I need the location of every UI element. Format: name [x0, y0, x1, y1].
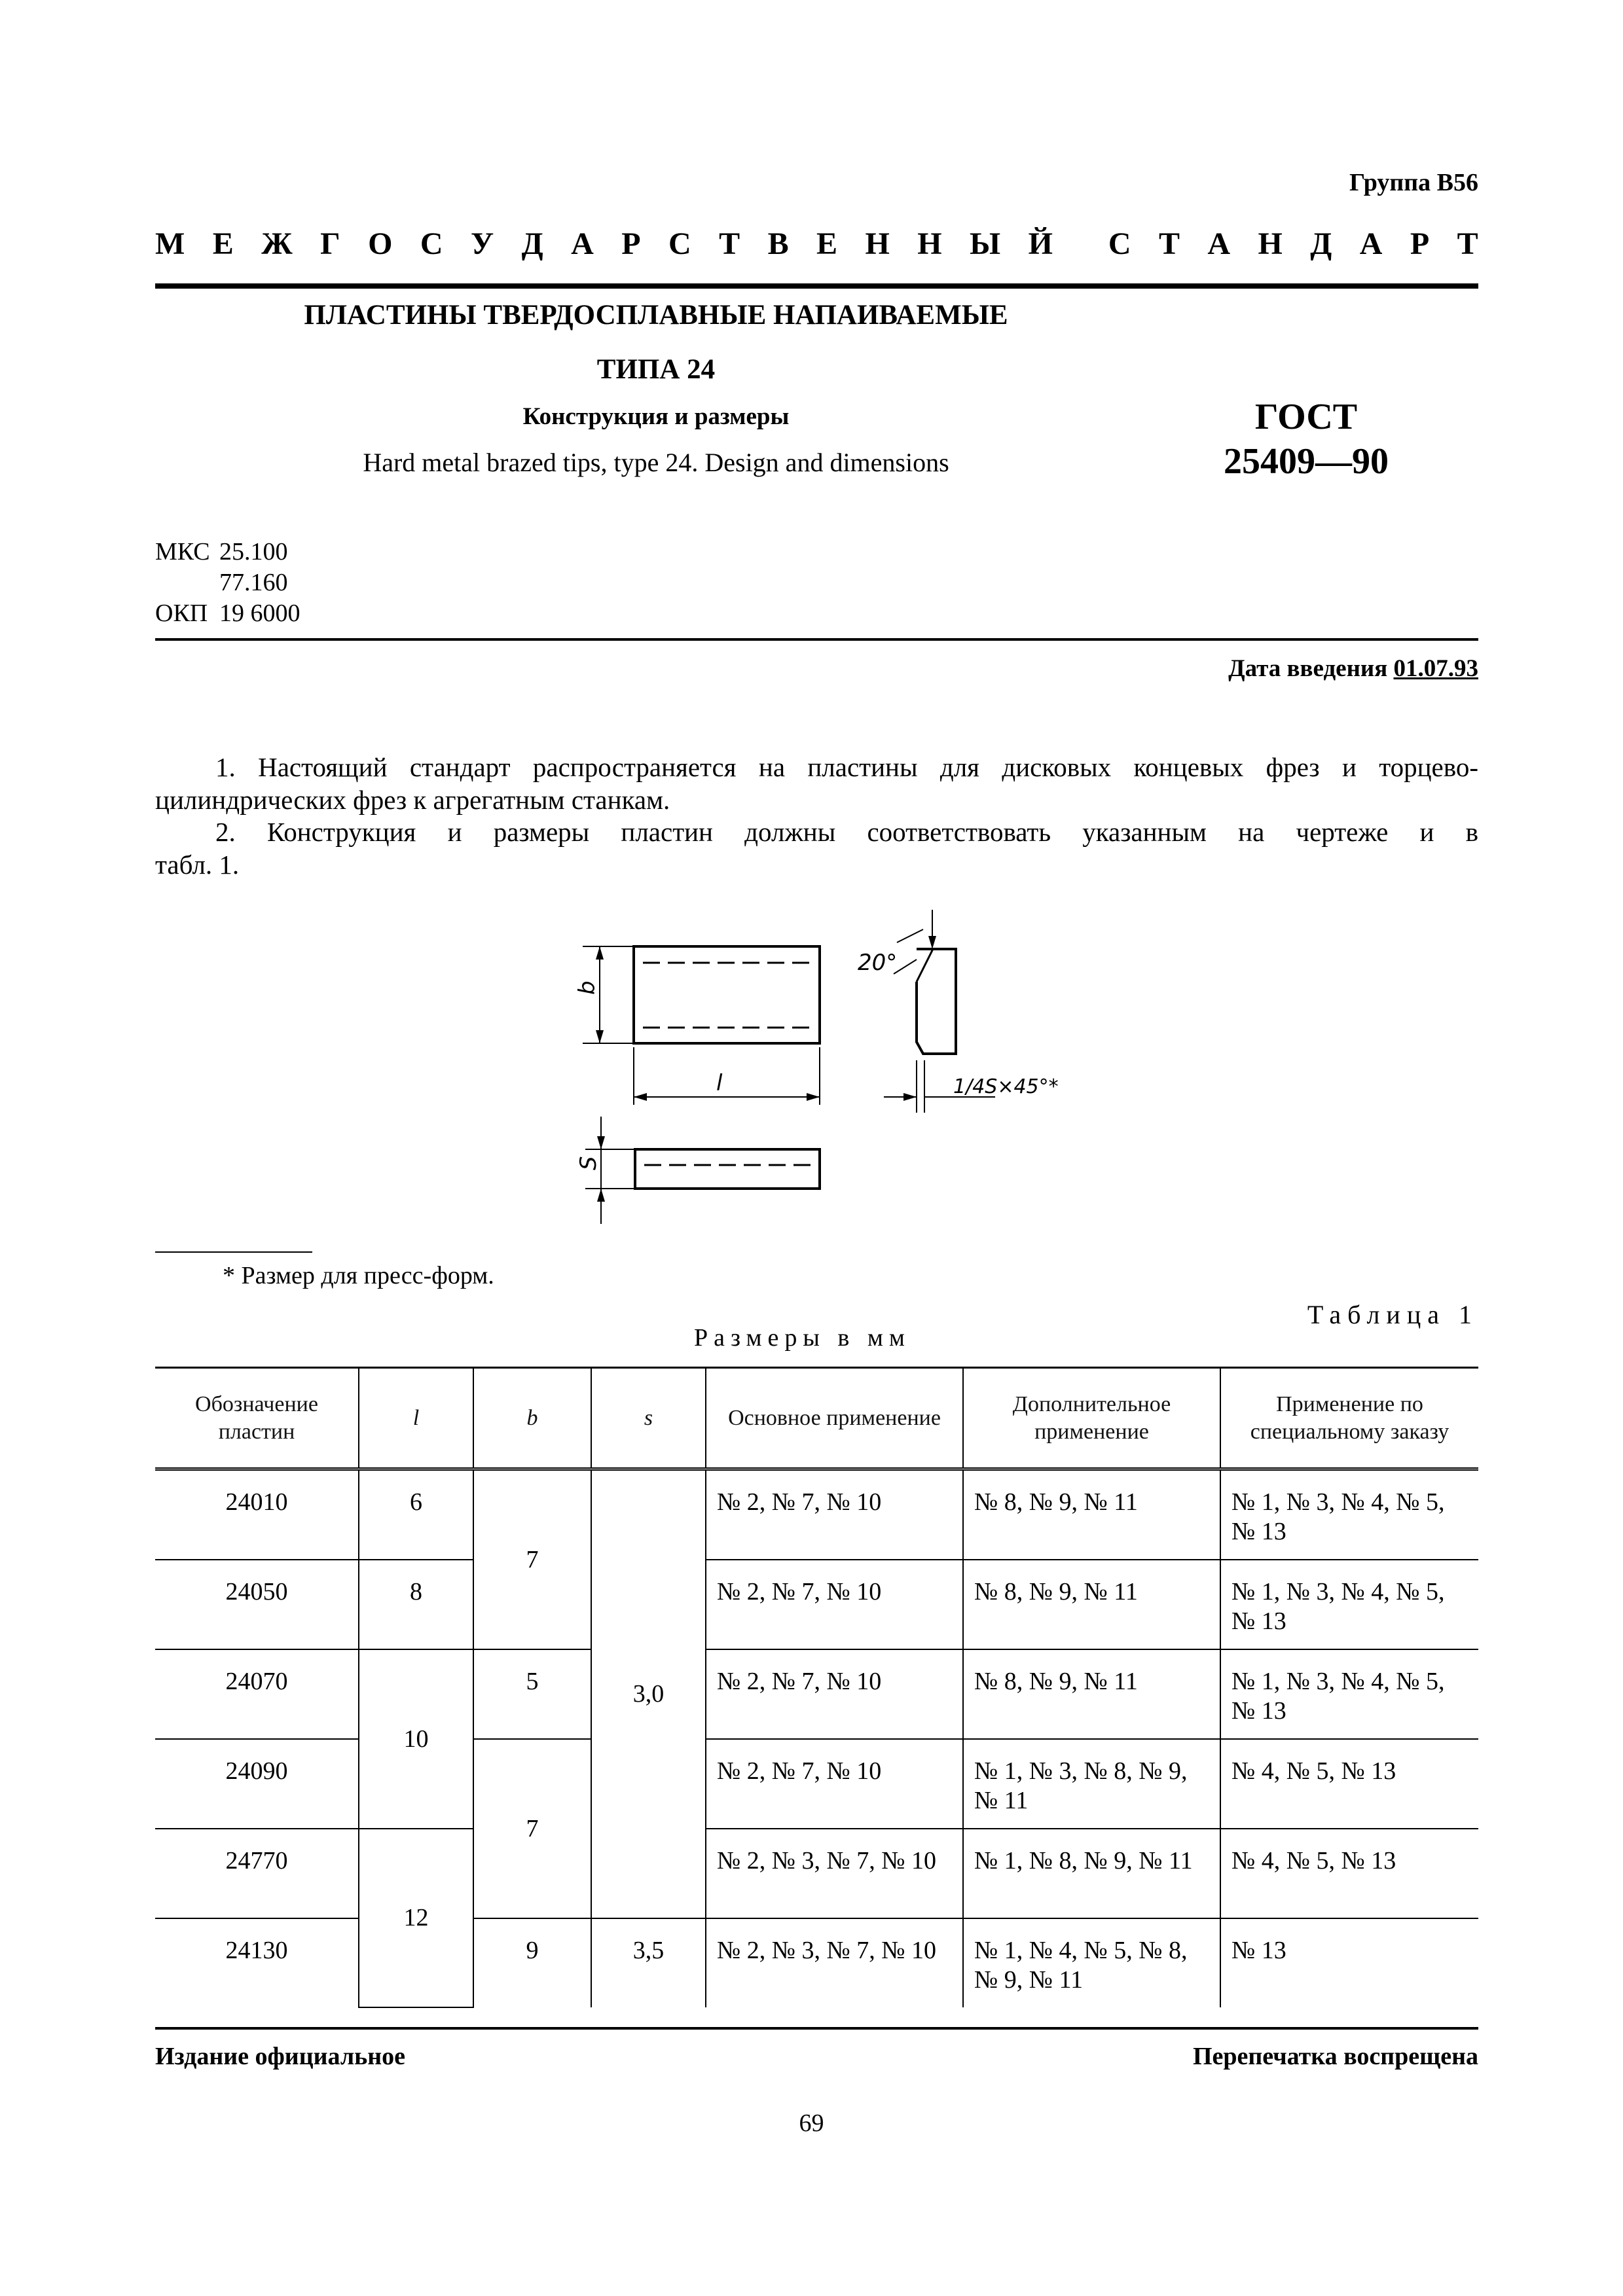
heading-letter: Р: [621, 226, 641, 261]
arrow: [928, 936, 936, 949]
cell-additional-use: № 1, № 8, № 9, № 11: [963, 1829, 1220, 1918]
table-row: [155, 1829, 1478, 1918]
code-value: 77.160: [219, 569, 288, 596]
document-title-line2: ТИПА 24: [596, 354, 716, 385]
heading-letter: Г: [320, 226, 340, 261]
paragraph-1: [155, 751, 1478, 816]
footer-rule: [155, 2027, 1478, 2030]
code-row: [155, 598, 301, 629]
arrow: [903, 1093, 917, 1101]
interstate-standard-heading: [155, 226, 1478, 262]
gost-label: ГОСТ: [1254, 397, 1358, 437]
table-row: [155, 1560, 1478, 1649]
footnote: * Размер для пресс-форм.: [223, 1262, 494, 1289]
intro-date-value: 01.07.93: [1393, 655, 1478, 682]
cell-special-order: № 1, № 3, № 4, № 5, № 13: [1220, 1560, 1478, 1649]
rake-face: [917, 949, 933, 982]
heading-letter: О: [368, 226, 393, 261]
gost-number: 25409—90: [1224, 441, 1389, 482]
chamfer-label: 1/4S×45°*: [953, 1075, 1059, 1098]
heading-letter: Т: [1158, 226, 1180, 261]
cell-additional-use: № 8, № 9, № 11: [963, 1469, 1220, 1560]
cell-special-order: № 1, № 3, № 4, № 5, № 13: [1220, 1649, 1478, 1739]
code-label: ОКП: [155, 600, 208, 627]
cell-l: 10: [359, 1649, 473, 1829]
heading-letter: Е: [212, 226, 234, 261]
heading-letter: Т: [719, 226, 740, 261]
table-caption: Таблица 1: [1307, 1300, 1478, 1329]
cell-main-use: № 2, № 7, № 10: [706, 1649, 963, 1739]
table-row: [155, 1918, 1478, 2007]
heading-letter: Ы: [970, 226, 1001, 261]
footnote-rule: [155, 1251, 312, 1253]
heading-letter: Е: [816, 226, 838, 261]
code-label: МКС: [155, 538, 210, 565]
intro-date-label: Дата введения: [1228, 655, 1388, 682]
table-units: Размеры в мм: [694, 1324, 911, 1352]
cell-designation: 24070: [155, 1649, 359, 1739]
paragraph-2-line2: табл. 1.: [155, 850, 240, 880]
heading-letter: С: [1108, 226, 1131, 261]
paragraph-2-line1: 2. Конструкция и размеры пластин должны соответствовать указанным на чертеже и в: [215, 817, 1478, 847]
gost-number-block: [1198, 395, 1414, 484]
heading-letter: С: [420, 226, 443, 261]
cell-additional-use: № 1, № 4, № 5, № 8, № 9, № 11: [963, 1918, 1220, 2007]
cell-designation: 24130: [155, 1918, 359, 2007]
subtitle-russian: Конструкция и размеры: [522, 403, 790, 430]
cell-additional-use: № 1, № 3, № 8, № 9, № 11: [963, 1739, 1220, 1829]
arrow: [596, 1030, 604, 1043]
heading-letter: А: [571, 226, 594, 261]
heading-letter: Т: [1457, 226, 1478, 261]
dimension-label-b: b: [574, 980, 600, 995]
cell-main-use: № 2, № 3, № 7, № 10: [706, 1918, 963, 2007]
heading-letter: Ж: [261, 226, 293, 261]
tip-top-view: [634, 946, 820, 1043]
page-number: 69: [799, 2109, 824, 2137]
table-header-row: [155, 1368, 1478, 1469]
header-main-use: Основное применение: [706, 1368, 963, 1469]
heading-letter: Д: [1310, 226, 1332, 261]
header-l: l: [359, 1368, 473, 1469]
cell-designation: 24050: [155, 1560, 359, 1649]
arrow: [634, 1093, 647, 1101]
cell-l: 12: [359, 1829, 473, 2007]
heading-letter: М: [155, 226, 185, 261]
cell-b: 5: [473, 1649, 591, 1739]
cell-l: 6: [359, 1469, 473, 1560]
group-label: Группа В56: [1349, 169, 1478, 196]
codes-rule: [155, 638, 1478, 641]
header-s: s: [591, 1368, 706, 1469]
heading-letter: У: [470, 226, 494, 261]
dimensions-table: [155, 1367, 1478, 2008]
arrow: [596, 946, 604, 960]
cell-special-order: № 4, № 5, № 13: [1220, 1829, 1478, 1918]
tip-front-view: [635, 1149, 820, 1189]
heading-letter: Н: [1258, 226, 1283, 261]
heading-letter: Н: [917, 226, 942, 261]
document-title-line1: ПЛАСТИНЫ ТВЕРДОСПЛАВНЫЕ НАПАИВАЕМЫЕ: [304, 300, 1008, 331]
cell-designation: 24010: [155, 1469, 359, 1560]
cell-additional-use: № 8, № 9, № 11: [963, 1560, 1220, 1649]
heading-letter: Й: [1028, 226, 1053, 261]
cell-l: 8: [359, 1560, 473, 1649]
cell-s: 3,0: [591, 1469, 706, 1919]
cell-special-order: № 4, № 5, № 13: [1220, 1739, 1478, 1829]
arrow: [597, 1136, 605, 1149]
table-row: [155, 1739, 1478, 1829]
code-row: [155, 537, 301, 567]
header-special-order: Применение по специальному заказу: [1220, 1368, 1478, 1469]
cell-designation: 24090: [155, 1739, 359, 1829]
paragraph-2: [155, 816, 1478, 881]
heading-letter: В: [767, 226, 789, 261]
tip-side-view: [917, 949, 956, 1054]
header-additional-use: Дополнительное применение: [963, 1368, 1220, 1469]
tip-drawing: [570, 897, 1093, 1237]
cell-b: 9: [473, 1918, 591, 2007]
table-row: [155, 1649, 1478, 1739]
cell-main-use: № 2, № 7, № 10: [706, 1469, 963, 1560]
cell-special-order: № 13: [1220, 1918, 1478, 2007]
header-rule: [155, 283, 1478, 289]
heading-letter: Р: [1410, 226, 1430, 261]
heading-letter: А: [1359, 226, 1383, 261]
header-b: b: [473, 1368, 591, 1469]
heading-letter: Н: [865, 226, 890, 261]
cell-b: 7: [473, 1469, 591, 1650]
cell-designation: 24770: [155, 1829, 359, 1918]
arrow: [597, 1189, 605, 1202]
cell-main-use: № 2, № 7, № 10: [706, 1560, 963, 1649]
subtitle-english: Hard metal brazed tips, type 24. Design and dimensions: [363, 448, 949, 477]
code-row: [155, 567, 301, 598]
code-value: 19 6000: [219, 600, 301, 627]
heading-letter: С: [668, 226, 691, 261]
arrow: [807, 1093, 820, 1101]
cell-additional-use: № 8, № 9, № 11: [963, 1649, 1220, 1739]
cell-s: 3,5: [591, 1918, 706, 2007]
cell-b: 7: [473, 1739, 591, 1918]
classification-codes: [155, 537, 301, 629]
header-designation: Обозначение пластин: [155, 1368, 359, 1469]
cell-main-use: № 2, № 3, № 7, № 10: [706, 1829, 963, 1918]
table-row: [155, 1469, 1478, 1560]
heading-letter: Д: [521, 226, 543, 261]
paragraph-1-text: 1. Настоящий стандарт распространяется на пластины для дисковых концевых фрез и торцево-цилиндрических фрез к агрегатным станкам.: [155, 752, 1478, 815]
reprint-notice: Перепечатка воспрещена: [1192, 2043, 1478, 2070]
code-label: [155, 567, 219, 598]
cell-special-order: № 1, № 3, № 4, № 5, № 13: [1220, 1469, 1478, 1560]
edition-label: Издание официальное: [155, 2043, 406, 2070]
angle-line: [897, 929, 923, 942]
dimension-label-s: S: [575, 1156, 602, 1170]
angle-label: 20°: [858, 950, 898, 976]
heading-letter: А: [1207, 226, 1231, 261]
cell-main-use: № 2, № 7, № 10: [706, 1739, 963, 1829]
code-value: 25.100: [219, 538, 288, 565]
introduction-date: [1228, 655, 1478, 683]
dimension-label-l: l: [716, 1070, 723, 1096]
